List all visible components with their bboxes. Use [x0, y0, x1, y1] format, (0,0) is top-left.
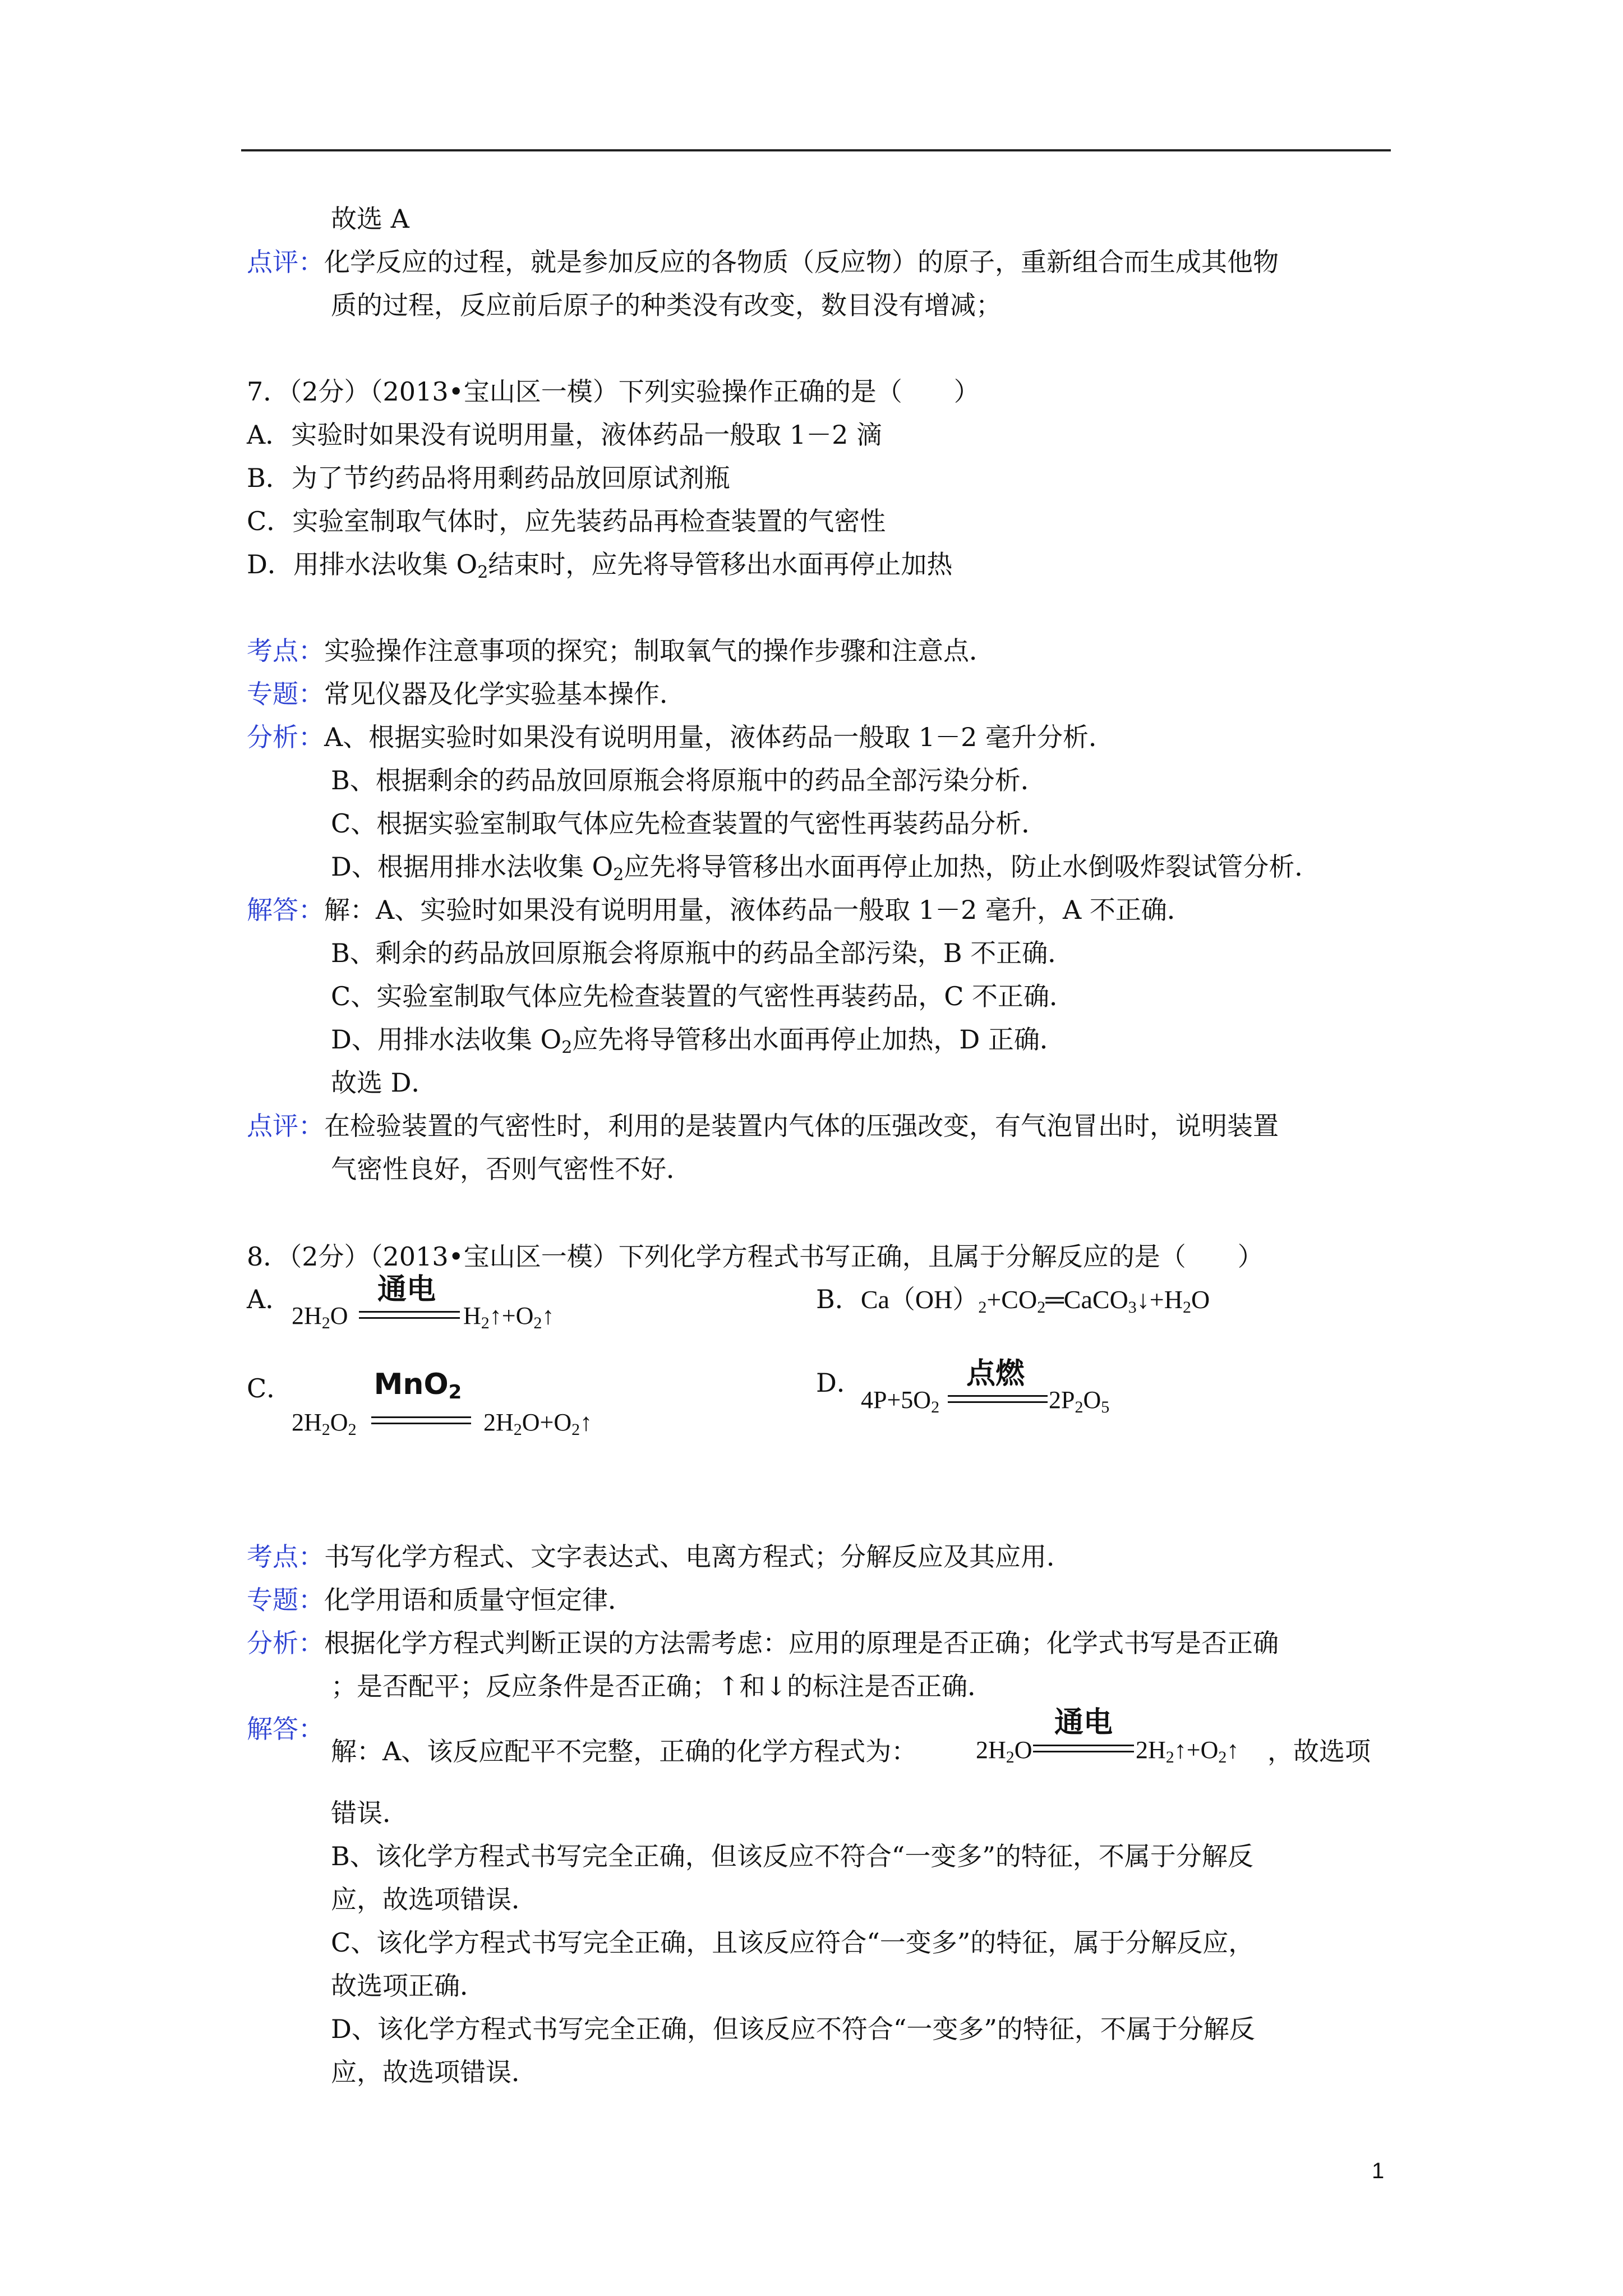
q7-fenxi-1: 分析：A、根据实验时如果没有说明用量，液体药品一般取 1－2 毫升分析．: [247, 722, 1114, 752]
q8-option-a-products: $H_2↑+O_2↑$: [463, 1302, 555, 1332]
q8-option-d-equals: [948, 1395, 1048, 1403]
q7-fenxi-3: C、根据实验室制取气体应先检查装置的气密性再装药品分析．: [331, 808, 1048, 839]
q8-option-d-products: $2P_2O_5$: [1049, 1386, 1110, 1416]
q7-jieda-5: 故选 D．: [331, 1068, 437, 1098]
q7-dianping-1: 点评：在检验装置的气密性时，利用的是装置内气体的压强改变，有气泡冒出时，说明装置: [247, 1111, 1279, 1141]
q7-fenxi-2: B、根据剩余的药品放回原瓶会将原瓶中的药品全部污染分析．: [331, 765, 1046, 795]
q8-option-c-products: $2H_2O+O_2↑$: [483, 1409, 593, 1439]
q7-kaodian: 考点：实验操作注意事项的探究；制取氧气的操作步骤和注意点．: [247, 636, 995, 666]
q8-jieda-eq-condition: 通电: [1054, 1706, 1113, 1740]
prev-comment-line-1: 点评：化学反应的过程，就是参加反应的各物质（反应物）的原子，重新组合而生成其他物: [247, 247, 1279, 277]
q7-jieda-4: D、用排水法收集 $O_2$应先将导管移出水面再停止加热，D 正确．: [331, 1024, 1066, 1057]
q7-fenxi-4: D、根据用排水法收集 $O_2$应先将导管移出水面再停止加热，防止水倒吸炸裂试管分析．: [331, 852, 1321, 885]
q8-jieda-1-text: 解：A、该反应配平不完整，正确的化学方程式为：: [331, 1736, 917, 1766]
q8-jieda-label: 解答：: [247, 1714, 324, 1744]
q8-jieda-8: 应，故选项错误．: [331, 2057, 537, 2087]
q8-option-c-equals: [371, 1416, 471, 1424]
q8-fenxi-2: ；是否配平；反应条件是否正确；↑和↓的标注是否正确．: [331, 1671, 994, 1701]
page-number: 1: [1372, 2159, 1385, 2183]
q8-option-c-reactant: $2H_2O_2$: [292, 1409, 357, 1439]
q8-option-d-condition: 点燃: [966, 1357, 1025, 1391]
q8-option-b: B．$Ca(OH)_2+CO_2═CaCO_3↓+H_2O$: [816, 1284, 1210, 1317]
q7-option-a: A．实验时如果没有说明用量，液体药品一般取 1－2 滴: [247, 420, 882, 450]
q8-option-a-label: A．: [247, 1284, 292, 1314]
comment-label: 点评：: [247, 247, 324, 277]
q7-option-c: C．实验室制取气体时，应先装药品再检查装置的气密性: [247, 506, 886, 536]
q8-option-c-label: C．: [247, 1373, 293, 1404]
q8-jieda-5: C、该化学方程式书写完全正确，且该反应符合“一变多”的特征，属于分解反应，: [331, 1927, 1255, 1958]
q8-kaodian: 考点：书写化学方程式、文字表达式、电离方程式；分解反应及其应用．: [247, 1542, 1072, 1572]
q7-dianping-2: 气密性良好，否则气密性不好．: [331, 1154, 692, 1184]
q8-jieda-2: 错误．: [331, 1798, 408, 1828]
q7-jieda-2: B、剩余的药品放回原瓶会将原瓶中的药品全部污染，B 不正确．: [331, 938, 1074, 968]
q7-jieda-3: C、实验室制取气体应先检查装置的气密性再装药品，C 不正确．: [331, 981, 1076, 1011]
q8-jieda-eq-equals: [1033, 1745, 1134, 1752]
q8-option-a-reactant: $2H_2O$: [292, 1302, 348, 1332]
q8-jieda-eq-products: $2H_2↑+O_2↑$: [1136, 1736, 1239, 1766]
prev-select: 故选 A: [331, 204, 409, 234]
q8-jieda-eq-reactant: $2H_2O$: [976, 1736, 1032, 1766]
q8-jieda-7: D、该化学方程式书写完全正确，但该反应不符合“一变多”的特征，不属于分解反: [331, 2014, 1255, 2044]
header-rule: [241, 149, 1391, 151]
q8-option-c-catalyst: MnO$_2$: [374, 1368, 462, 1404]
q7-option-b: B．为了节约药品将用剩药品放回原试剂瓶: [247, 463, 730, 493]
q7-option-d: D．用排水法收集 $O_2$结束时，应先将导管移出水面再停止加热: [247, 549, 953, 582]
q8-stem: 8．（2分）（2013•宝山区一模）下列化学方程式书写正确，且属于分解反应的是（ ）: [247, 1241, 1264, 1272]
q8-option-d-label: D．: [816, 1368, 863, 1398]
q8-fenxi-1: 分析：根据化学方程式判断正误的方法需考虑：应用的原理是否正确；化学式书写是否正确: [247, 1628, 1279, 1658]
q7-stem: 7．（2分）（2013•宝山区一模）下列实验操作正确的是（ ）: [247, 376, 980, 407]
q7-zhuanti: 专题：常见仪器及化学实验基本操作．: [247, 679, 685, 709]
q8-zhuanti: 专题：化学用语和质量守恒定律．: [247, 1585, 634, 1615]
q8-option-a-condition: 通电: [377, 1273, 436, 1306]
q8-jieda-4: 应，故选项错误．: [331, 1884, 537, 1915]
q8-option-a-equals: [359, 1311, 460, 1319]
prev-comment-line-2: 质的过程，反应前后原子的种类没有改变，数目没有增减；: [331, 290, 1002, 320]
q8-jieda-6: 故选项正确．: [331, 1971, 486, 2001]
q7-jieda-1: 解答：解：A、实验时如果没有说明用量，液体药品一般取 1－2 毫升，A 不正确．: [247, 895, 1193, 925]
q8-jieda-3: B、该化学方程式书写完全正确，但该反应不符合“一变多”的特征，不属于分解反: [331, 1841, 1253, 1871]
q8-jieda-1-tail: ，故选项: [1267, 1736, 1371, 1766]
q8-option-d-reactants: $4P+5O_2$: [861, 1386, 940, 1416]
